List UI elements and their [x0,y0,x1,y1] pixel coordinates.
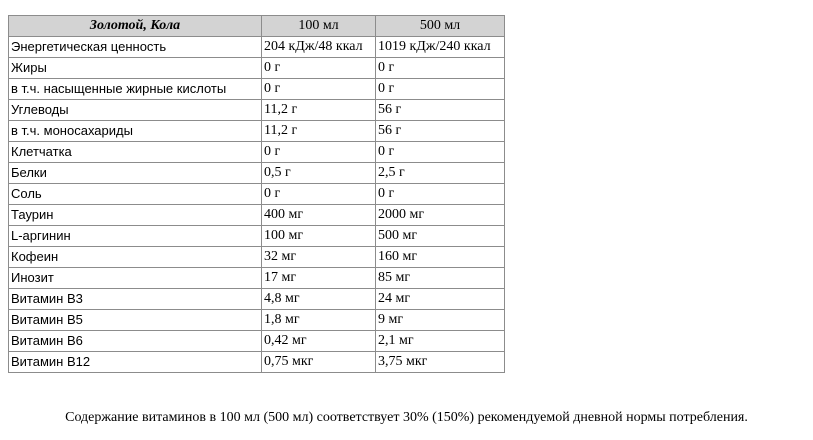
nutrient-name-cell: в т.ч. моносахариды [9,121,262,142]
nutrient-name-cell: Жиры [9,58,262,79]
per-500ml-value-cell: 0 г [376,58,505,79]
nutrient-name-cell: Белки [9,163,262,184]
per-500ml-value-cell: 0 г [376,184,505,205]
table-row [9,184,505,205]
table-row [9,79,505,100]
nutrient-name-cell: Таурин [9,205,262,226]
nutrient-name-cell: в т.ч. насыщенные жирные кислоты [9,79,262,100]
per-500ml-value-cell: 0 г [376,142,505,163]
per-100ml-value-cell: 0 г [262,79,376,100]
nutrient-name-cell: Клетчатка [9,142,262,163]
table-row [9,331,505,352]
nutrient-name-cell: Углеводы [9,100,262,121]
table-row [9,247,505,268]
table-row [9,226,505,247]
nutrient-name-cell: Соль [9,184,262,205]
per-100ml-value-cell: 0,75 мкг [262,352,376,373]
table-row [9,142,505,163]
nutrient-name-cell: L-аргинин [9,226,262,247]
per-100ml-header: 100 мл [262,16,376,37]
table-row [9,121,505,142]
per-100ml-value-cell: 0,5 г [262,163,376,184]
per-100ml-value-cell: 17 мг [262,268,376,289]
per-500ml-value-cell: 160 мг [376,247,505,268]
per-500ml-value-cell: 2,5 г [376,163,505,184]
per-500ml-value-cell: 2,1 мг [376,331,505,352]
per-500ml-value-cell: 9 мг [376,310,505,331]
per-100ml-value-cell: 0 г [262,142,376,163]
table-row [9,268,505,289]
per-100ml-value-cell: 4,8 мг [262,289,376,310]
table-row [9,100,505,121]
per-100ml-value-cell: 0 г [262,58,376,79]
per-100ml-value-cell: 0 г [262,184,376,205]
per-500ml-value-cell: 85 мг [376,268,505,289]
table-body [9,37,505,373]
nutrition-table [8,15,505,373]
table-row [9,37,505,58]
per-100ml-value-cell: 32 мг [262,247,376,268]
per-100ml-value-cell: 400 мг [262,205,376,226]
nutrient-name-cell: Инозит [9,268,262,289]
nutrient-name-cell: Витамин B5 [9,310,262,331]
table-header-row [9,16,505,37]
nutrient-name-cell: Витамин B6 [9,331,262,352]
per-100ml-value-cell: 0,42 мг [262,331,376,352]
vitamin-footnote: Содержание витаминов в 100 мл (500 мл) соответствует 30% (150%) рекомендуемой дневной нормы потребления. [65,410,748,425]
nutrient-name-cell: Витамин B12 [9,352,262,373]
table-row [9,205,505,226]
nutrient-name-cell: Витамин B3 [9,289,262,310]
per-500ml-value-cell: 0 г [376,79,505,100]
per-100ml-value-cell: 11,2 г [262,121,376,142]
table-row [9,163,505,184]
table-row [9,310,505,331]
nutrient-name-cell: Кофеин [9,247,262,268]
product-name-header: Золотой, Кола [9,16,262,37]
per-500ml-value-cell: 56 г [376,100,505,121]
table-row [9,352,505,373]
table-row [9,58,505,79]
per-500ml-value-cell: 1019 кДж/240 ккал [376,37,505,58]
per-500ml-value-cell: 24 мг [376,289,505,310]
per-100ml-value-cell: 11,2 г [262,100,376,121]
per-100ml-value-cell: 204 кДж/48 ккал [262,37,376,58]
per-500ml-value-cell: 3,75 мкг [376,352,505,373]
per-500ml-value-cell: 56 г [376,121,505,142]
per-500ml-header: 500 мл [376,16,505,37]
nutrient-name-cell: Энергетическая ценность [9,37,262,58]
per-500ml-value-cell: 2000 мг [376,205,505,226]
per-100ml-value-cell: 1,8 мг [262,310,376,331]
table-row [9,289,505,310]
per-100ml-value-cell: 100 мг [262,226,376,247]
per-500ml-value-cell: 500 мг [376,226,505,247]
